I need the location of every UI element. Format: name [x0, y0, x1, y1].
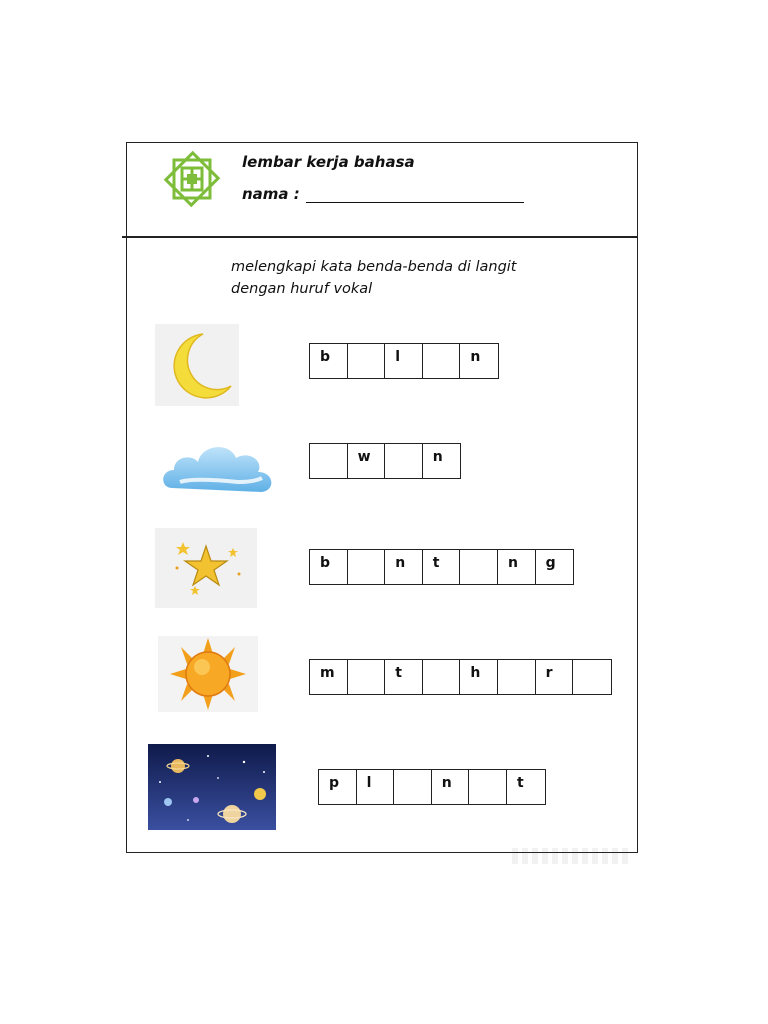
- letter-cell: t: [423, 550, 461, 584]
- word-boxes-planet: [318, 769, 546, 805]
- word-boxes-bulan: [309, 343, 499, 379]
- watermark: [512, 848, 632, 864]
- blank-letter-cell[interactable]: [310, 444, 348, 478]
- blank-letter-cell[interactable]: [348, 344, 386, 378]
- name-label: nama :: [242, 185, 300, 203]
- letter-cell: b: [310, 550, 348, 584]
- header-divider: [122, 236, 638, 238]
- letter-cell: g: [545, 555, 556, 571]
- letter-cell: h: [460, 660, 498, 694]
- blank-letter-cell[interactable]: [348, 660, 386, 694]
- letter-cell: w: [348, 444, 386, 478]
- planets-icon: [148, 744, 276, 830]
- letter-cell: r: [536, 660, 574, 694]
- blank-letter-cell[interactable]: [423, 660, 461, 694]
- star-icon: [155, 528, 257, 608]
- letter-cell: l: [357, 770, 395, 804]
- word-boxes-matahari: [309, 659, 612, 695]
- name-input-line[interactable]: [306, 186, 524, 203]
- letter-cell: p: [319, 770, 357, 804]
- letter-cell: m: [310, 660, 348, 694]
- blank-letter-cell[interactable]: [460, 550, 498, 584]
- cloud-icon: [158, 436, 278, 500]
- moon-icon: [155, 324, 239, 406]
- word-boxes-bintang: [309, 549, 574, 585]
- blank-letter-cell[interactable]: [573, 660, 611, 694]
- sun-icon: [158, 636, 258, 712]
- instruction-text: melengkapi kata benda-benda di langit dengan huruf vokal: [231, 259, 517, 297]
- letter-cell: n: [385, 550, 423, 584]
- letter-cell: b: [310, 344, 348, 378]
- letter-cell: n: [498, 550, 536, 584]
- blank-letter-cell[interactable]: [423, 344, 461, 378]
- blank-letter-cell[interactable]: [469, 770, 507, 804]
- letter-cell: t: [385, 660, 423, 694]
- letter-cell: n: [432, 770, 470, 804]
- name-row: [242, 185, 524, 203]
- page-title: lembar kerja bahasa: [242, 153, 415, 171]
- letter-cell: l: [385, 344, 423, 378]
- blank-letter-cell[interactable]: [385, 444, 423, 478]
- blank-letter-cell[interactable]: [394, 770, 432, 804]
- letter-cell: t: [516, 775, 524, 791]
- letter-cell: n: [432, 449, 443, 465]
- word-boxes-awan: [309, 443, 461, 479]
- letter-cell: n: [470, 349, 481, 365]
- blank-letter-cell[interactable]: [348, 550, 386, 584]
- blank-letter-cell[interactable]: [498, 660, 536, 694]
- ornament-logo-icon: [154, 146, 230, 212]
